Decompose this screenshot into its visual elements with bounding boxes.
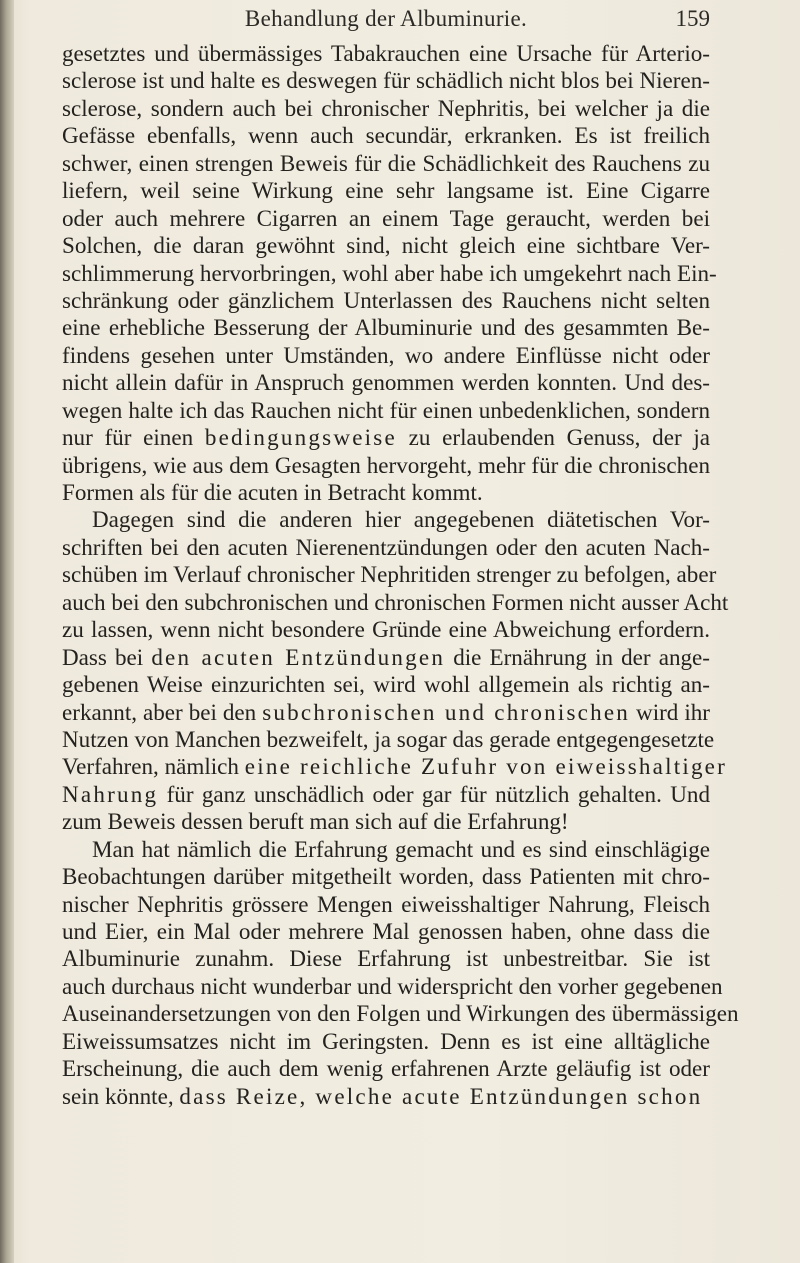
text-segment: wegen halte ich das Rauchen nicht für einen unbedenklichen, sondern	[62, 396, 710, 423]
text-line	[62, 177, 710, 204]
text-segment: Erscheinung, die auch dem wenig erfahrenen Arzte geläufig ist oder	[62, 1055, 710, 1082]
text-line	[62, 1028, 710, 1055]
text-line	[62, 1055, 710, 1082]
page-number: 159	[675, 6, 710, 31]
text-segment: Formen als für die acuten in Betracht kommt.	[62, 479, 483, 505]
text-segment: Nutzen von Manchen bezweifelt, ja sogar das gerade entgegengesetzte	[62, 725, 715, 752]
text-line	[62, 781, 710, 808]
text-segment: zu erlaubenden Genuss, der ja	[396, 424, 710, 451]
text-segment: Albuminurie zunahm. Diese Erfahrung ist unbestreitbar. Sie ist	[62, 945, 710, 972]
text-line	[62, 534, 710, 561]
text-segment: Dagegen sind die anderen hier angegebenen diätetischen Vor-	[92, 506, 710, 533]
text-segment: wird ihr	[630, 698, 710, 725]
spaced-emphasis: Nahrung	[62, 780, 159, 807]
text-line	[62, 122, 710, 149]
text-segment: nischer Nephritis grössere Mengen eiweisshaltiger Nahrung, Fleisch	[62, 890, 710, 917]
text-segment: nicht allein dafür in Anspruch genommen werden konnten. Und des-	[62, 369, 710, 396]
running-title: Behandlung der Albuminurie.	[244, 6, 528, 31]
text-line	[62, 918, 710, 945]
text-segment: findens gesehen unter Umständen, wo andere Einflüsse nicht oder	[62, 341, 710, 368]
text-line	[62, 205, 710, 232]
paragraph	[62, 40, 717, 506]
text-segment: sclerose ist und halte es deswegen für schädlich nicht blos bei Nieren-	[62, 67, 710, 94]
text-line	[62, 259, 717, 287]
text-line	[62, 808, 710, 835]
text-line	[62, 342, 710, 369]
text-line	[62, 314, 710, 341]
text-segment: zum Beweis dessen beruft man sich auf die Erfahrung!	[62, 808, 569, 835]
text-line	[62, 561, 717, 588]
text-segment: schränkung oder gänzlichem Unterlassen des Rauchens nicht selten	[62, 286, 710, 313]
text-segment: auch durchaus nicht wunderbar und widerspricht den vorher gegebenen	[62, 972, 723, 999]
spaced-emphasis: eine reichliche Zufuhr von eiweisshaltiger	[244, 753, 728, 780]
text-line	[62, 725, 715, 753]
text-line	[62, 616, 710, 643]
text-segment: Auseinandersetzungen von den Folgen und Wirkungen des übermässigen	[62, 1000, 739, 1027]
text-segment: Eiweissumsatzes nicht im Geringsten. Denn es ist eine alltägliche	[62, 1027, 710, 1054]
running-head	[62, 6, 710, 42]
text-segment: schwer, einen strengen Beweis für die Schädlichkeit des Rauchens zu	[62, 149, 710, 176]
text-line	[62, 95, 710, 122]
text-segment: zu lassen, wenn nicht besondere Gründe eine Abweichung erfordern.	[62, 616, 710, 643]
spaced-emphasis: dass Reize, welche acute Entzündungen schon	[179, 1082, 703, 1109]
text-line	[62, 588, 729, 616]
text-segment: schüben im Verlauf chronischer Nephritiden strenger zu befolgen, aber	[62, 561, 717, 588]
text-line	[62, 644, 710, 671]
text-segment: für ganz unschädlich oder gar für nützlich gehalten. Und	[158, 780, 710, 807]
text-segment: die Ernährung in der ange-	[445, 643, 710, 670]
text-line	[62, 506, 710, 533]
text-segment: liefern, weil seine Wirkung eine sehr langsame ist. Eine Cigarre	[62, 177, 710, 204]
text-line	[62, 397, 710, 424]
text-segment: gesetztes und übermässiges Tabakrauchen eine Ursache für Arterio-	[62, 40, 710, 66]
text-line	[62, 452, 710, 479]
text-line	[62, 1083, 710, 1110]
text-segment: erkannt, aber bei den	[62, 698, 263, 725]
text-segment: eine erhebliche Besserung der Albuminurie und des gesammten Be-	[62, 314, 710, 341]
text-segment: gebenen Weise einzurichten sei, wird wohl allgemein als richtig an-	[62, 671, 710, 698]
text-line	[62, 287, 710, 314]
spaced-emphasis: subchronischen und chronischen	[262, 698, 631, 725]
text-segment: sein könnte,	[62, 1082, 180, 1109]
text-line	[62, 424, 710, 451]
text-segment: Dass bei	[62, 643, 152, 670]
paragraph	[62, 506, 729, 835]
spaced-emphasis: den acuten Entzündungen	[151, 643, 446, 670]
text-segment: Gefässe ebenfalls, wenn auch secundär, erkranken. Es ist freilich	[62, 122, 710, 149]
text-line	[62, 232, 710, 259]
text-line	[62, 1000, 739, 1027]
text-segment: auch bei den subchronischen und chronischen Formen nicht ausser Acht	[62, 588, 729, 615]
text-line	[62, 699, 710, 726]
text-segment: übrigens, wie aus dem Gesagten hervorgeht, mehr für die chronischen	[62, 451, 710, 478]
text-segment: Verfahren, nämlich	[62, 753, 245, 780]
text-line	[62, 945, 710, 972]
text-line	[62, 479, 710, 506]
body-text	[62, 40, 739, 1110]
text-line	[62, 753, 728, 780]
page-binding-edge	[0, 0, 14, 1263]
text-segment: sclerose, sondern auch bei chronischer Nephritis, bei welcher ja die	[62, 94, 710, 121]
text-segment: schriften bei den acuten Nierenentzündungen oder den acuten Nach-	[62, 533, 710, 560]
text-line	[62, 836, 710, 863]
text-line	[62, 863, 710, 890]
paragraph	[62, 835, 739, 1110]
text-line	[62, 40, 710, 67]
text-line	[62, 891, 710, 918]
spaced-emphasis: bedingungsweise	[204, 424, 397, 451]
text-line	[62, 972, 723, 1000]
text-segment: Solchen, die daran gewöhnt sind, nicht gleich eine sichtbare Ver-	[62, 232, 710, 259]
text-line	[62, 671, 710, 698]
text-segment: schlimmerung hervorbringen, wohl aber habe ich umgekehrt nach Ein-	[62, 259, 717, 286]
text-segment: oder auch mehrere Cigarren an einem Tage geraucht, werden bei	[62, 204, 710, 231]
text-segment: Man hat nämlich die Erfahrung gemacht und es sind einschlägige	[92, 835, 710, 862]
text-line	[62, 369, 710, 396]
text-segment: nur für einen	[62, 424, 205, 451]
text-line	[62, 150, 710, 177]
text-segment: Beobachtungen darüber mitgetheilt worden, dass Patienten mit chro-	[62, 863, 710, 890]
text-segment: und Eier, ein Mal oder mehrere Mal genossen haben, ohne dass die	[62, 918, 710, 944]
text-line	[62, 67, 710, 94]
